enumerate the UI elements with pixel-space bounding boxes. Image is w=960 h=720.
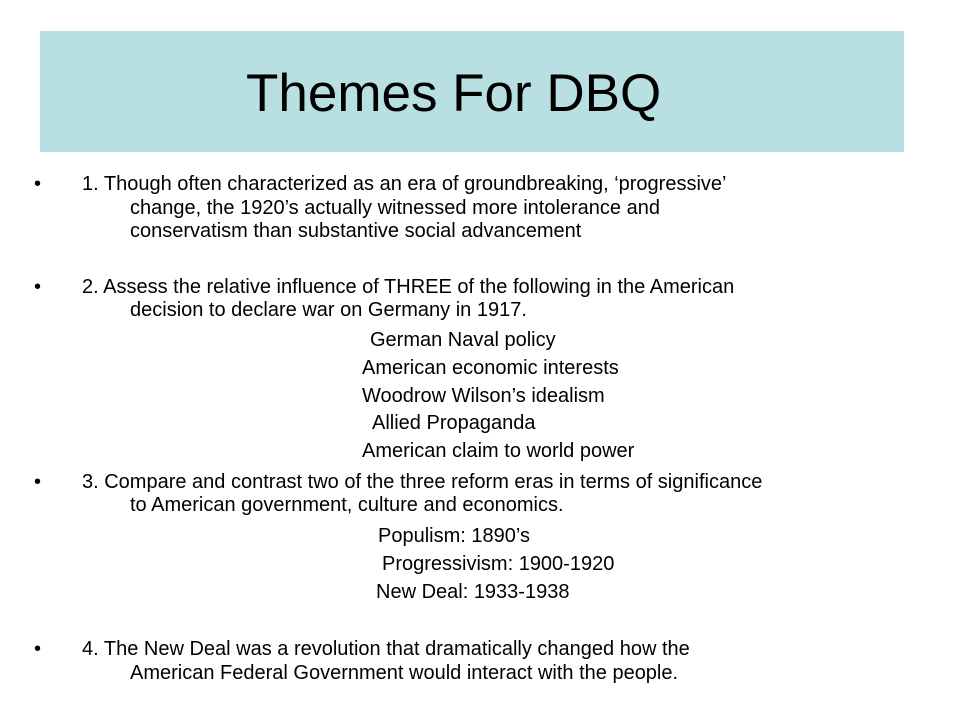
theme-4-line-1: 4. The New Deal was a revolution that dramatically changed how the: [82, 638, 690, 660]
bullet-marker: •: [34, 638, 42, 660]
theme-2-option: German Naval policy: [370, 329, 556, 351]
theme-1-line-3: conservatism than substantive social advancement: [130, 220, 582, 242]
bullet-marker: •: [34, 173, 42, 195]
theme-2-line-1: 2. Assess the relative influence of THREE of the following in the American: [82, 276, 735, 298]
theme-3-era: Populism: 1890’s: [378, 525, 530, 547]
theme-2-line-2: decision to declare war on Germany in 1917.: [130, 299, 527, 321]
bullet-marker: •: [34, 276, 42, 298]
theme-3-era: New Deal: 1933-1938: [376, 581, 570, 603]
theme-3-line-1: 3. Compare and contrast two of the three reform eras in terms of significance: [82, 471, 763, 493]
theme-4-line-2: American Federal Government would interact with the people.: [130, 662, 679, 684]
theme-1-line-2: change, the 1920’s actually witnessed more intolerance and: [130, 197, 660, 219]
theme-3-line-2: to American government, culture and economics.: [130, 494, 564, 516]
theme-1-line-1: 1. Though often characterized as an era of groundbreaking, ‘progressive’: [82, 173, 727, 195]
bullet-marker: •: [34, 471, 42, 493]
theme-2-option: American economic interests: [362, 357, 619, 379]
theme-2-option: Woodrow Wilson’s idealism: [362, 385, 605, 407]
theme-3-era: Progressivism: 1900-1920: [382, 553, 615, 575]
slide-title: Themes For DBQ: [246, 64, 662, 123]
theme-2-option: American claim to world power: [362, 440, 635, 462]
theme-2-option: Allied Propaganda: [372, 412, 536, 434]
